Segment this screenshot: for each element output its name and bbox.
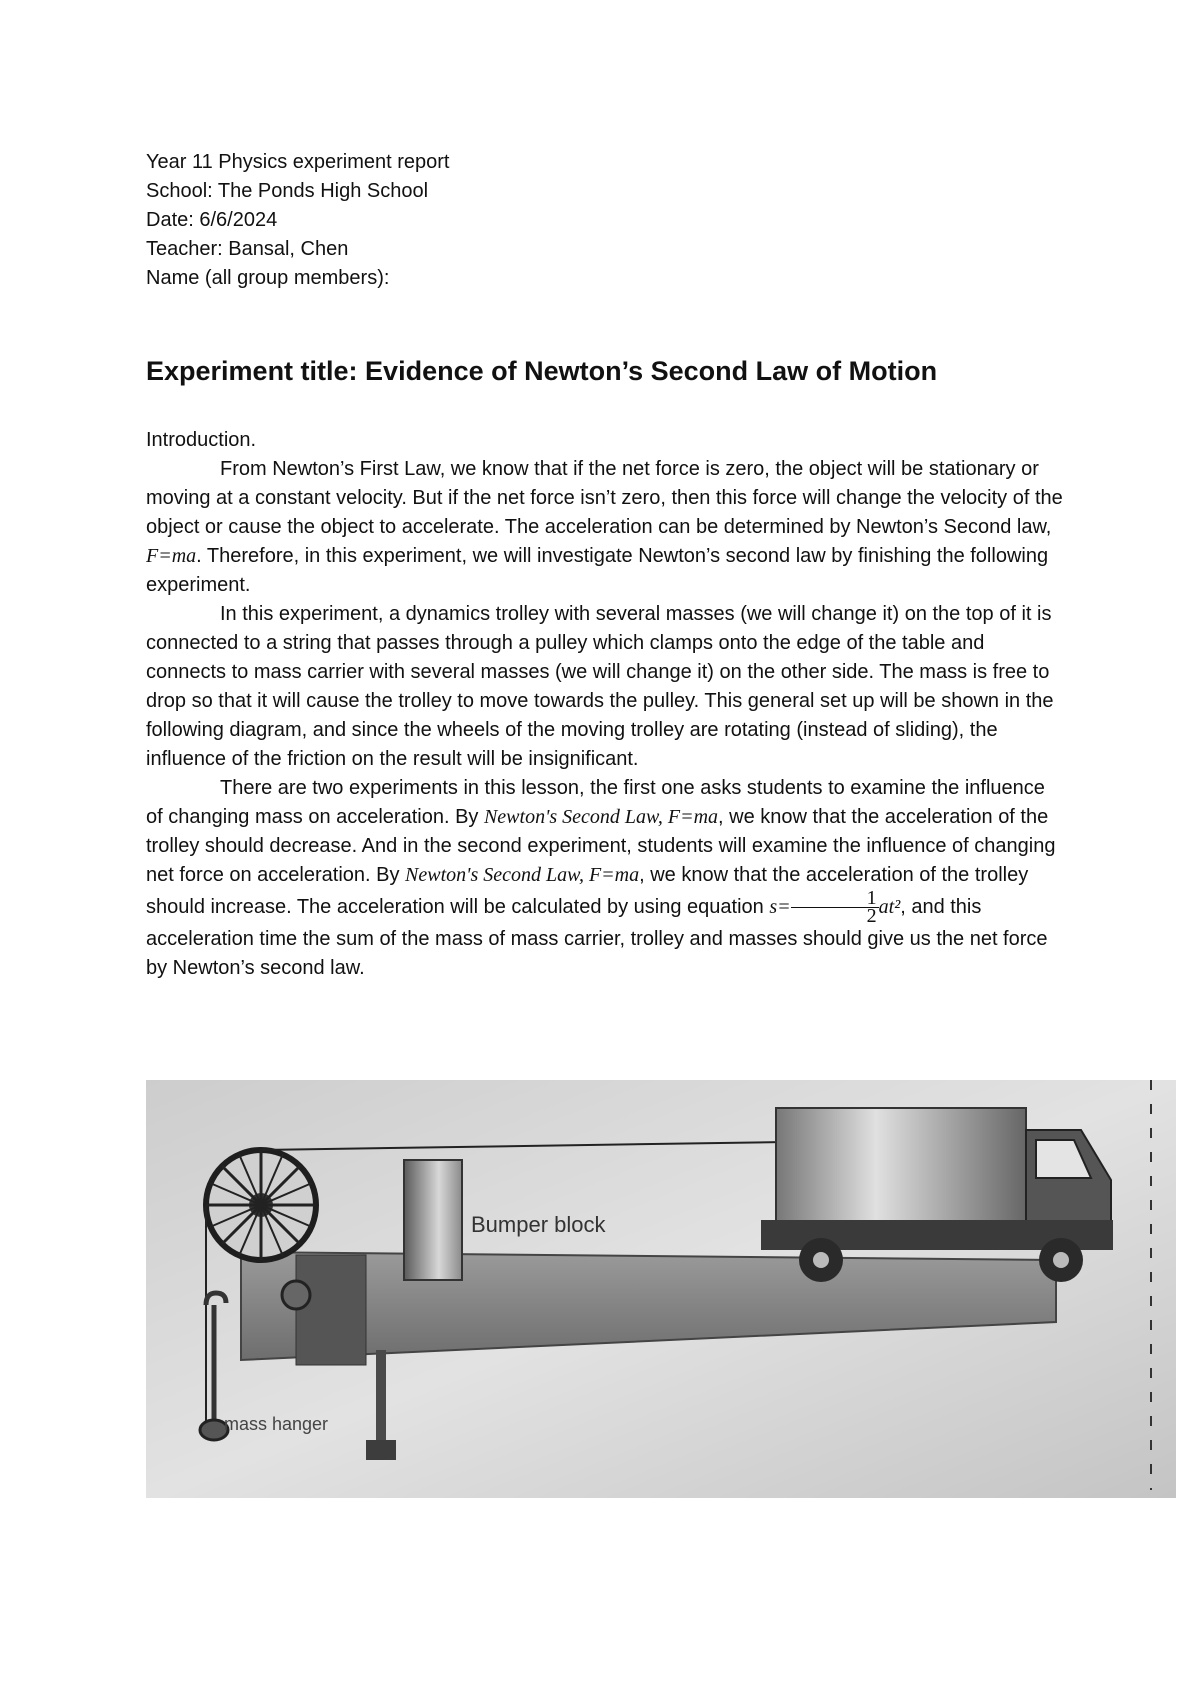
- p3-text-c: , we know that the acceleration of the trolley should increase. The acceleration will be calculated by using equation: [146, 864, 1029, 918]
- clamp-bracket: [296, 1255, 366, 1365]
- report-heading: Year 11 Physics experiment report: [146, 151, 450, 173]
- introduction-section: [146, 426, 1066, 983]
- fraction-denominator: 2: [866, 905, 877, 927]
- clamp-rod: [376, 1350, 386, 1450]
- p3-text-a: There are two experiments in this lesson, the first one asks students to examine the influence of changing mass on acceleration. By: [146, 777, 1045, 828]
- label-mass-hanger: mass hanger: [224, 1414, 329, 1434]
- p3-text-b: , we know that the acceleration of the trolley should decrease. And in the second experiment, students will examine the influence of changing net force on acceleration. By: [146, 806, 1056, 886]
- equation-fraction: [791, 887, 879, 927]
- introduction-heading: Introduction.: [146, 429, 257, 451]
- label-bumper-block: Bumper block: [471, 1212, 606, 1237]
- setup-diagram: [146, 1080, 1176, 1498]
- formula-newton-1: Newton's Second Law, F=ma: [483, 806, 719, 828]
- teacher-line: Teacher: Bansal, Chen: [146, 238, 349, 260]
- group-members-line: Name (all group members):: [146, 267, 390, 289]
- intro-paragraph-3: [146, 774, 1066, 983]
- clamp-screw: [282, 1281, 310, 1309]
- bumper-block: [404, 1160, 462, 1280]
- equation-at2: at²: [878, 895, 901, 918]
- report-header: [146, 148, 450, 293]
- pulley-icon: [206, 1150, 316, 1260]
- equation-s: s=: [769, 895, 791, 918]
- intro-paragraph-2: In this experiment, a dynamics trolley with several masses (we will change it) on the top of it is connected to a string that passes through a pulley which clamps onto the edge of the table and connects to mass carrier with several masses (we will change it) on the other side. The mass is free to drop so that it will cause the trolley to move towards the pulley. This general set up will be shown in the following diagram, and since the wheels of the moving trolley are rotating (instead of sliding), the influence of the friction on the result will be insignificant.: [146, 603, 1054, 770]
- formula-newton-2: Newton's Second Law, F=ma: [405, 864, 640, 886]
- fraction-numerator: 1: [791, 890, 879, 908]
- experiment-title: Experiment title: Evidence of Newton’s Second Law of Motion: [146, 356, 938, 386]
- clamp-foot: [366, 1440, 396, 1460]
- p1-text-a: From Newton’s First Law, we know that if the net force is zero, the object will be stationary or moving at a constant velocity. But if the net force isn’t zero, then this force will change the velocity of the object or cause the object to accelerate. The acceleration can be determined by Newton’s Second law,: [146, 458, 1063, 538]
- p1-text-b: . Therefore, in this experiment, we will investigate Newton’s second law by finishing the following experiment.: [146, 545, 1049, 596]
- date-line: Date: 6/6/2024: [146, 209, 278, 231]
- experiment-setup-photo: [146, 1080, 1176, 1498]
- intro-paragraph-1: [146, 455, 1066, 600]
- school-line: School: The Ponds High School: [146, 180, 429, 202]
- p3-text-d: , and this acceleration time the sum of the mass of mass carrier, trolley and masses should give us the net force by Newton’s second law.: [146, 895, 1048, 979]
- formula-f-ma: F=ma: [146, 545, 197, 567]
